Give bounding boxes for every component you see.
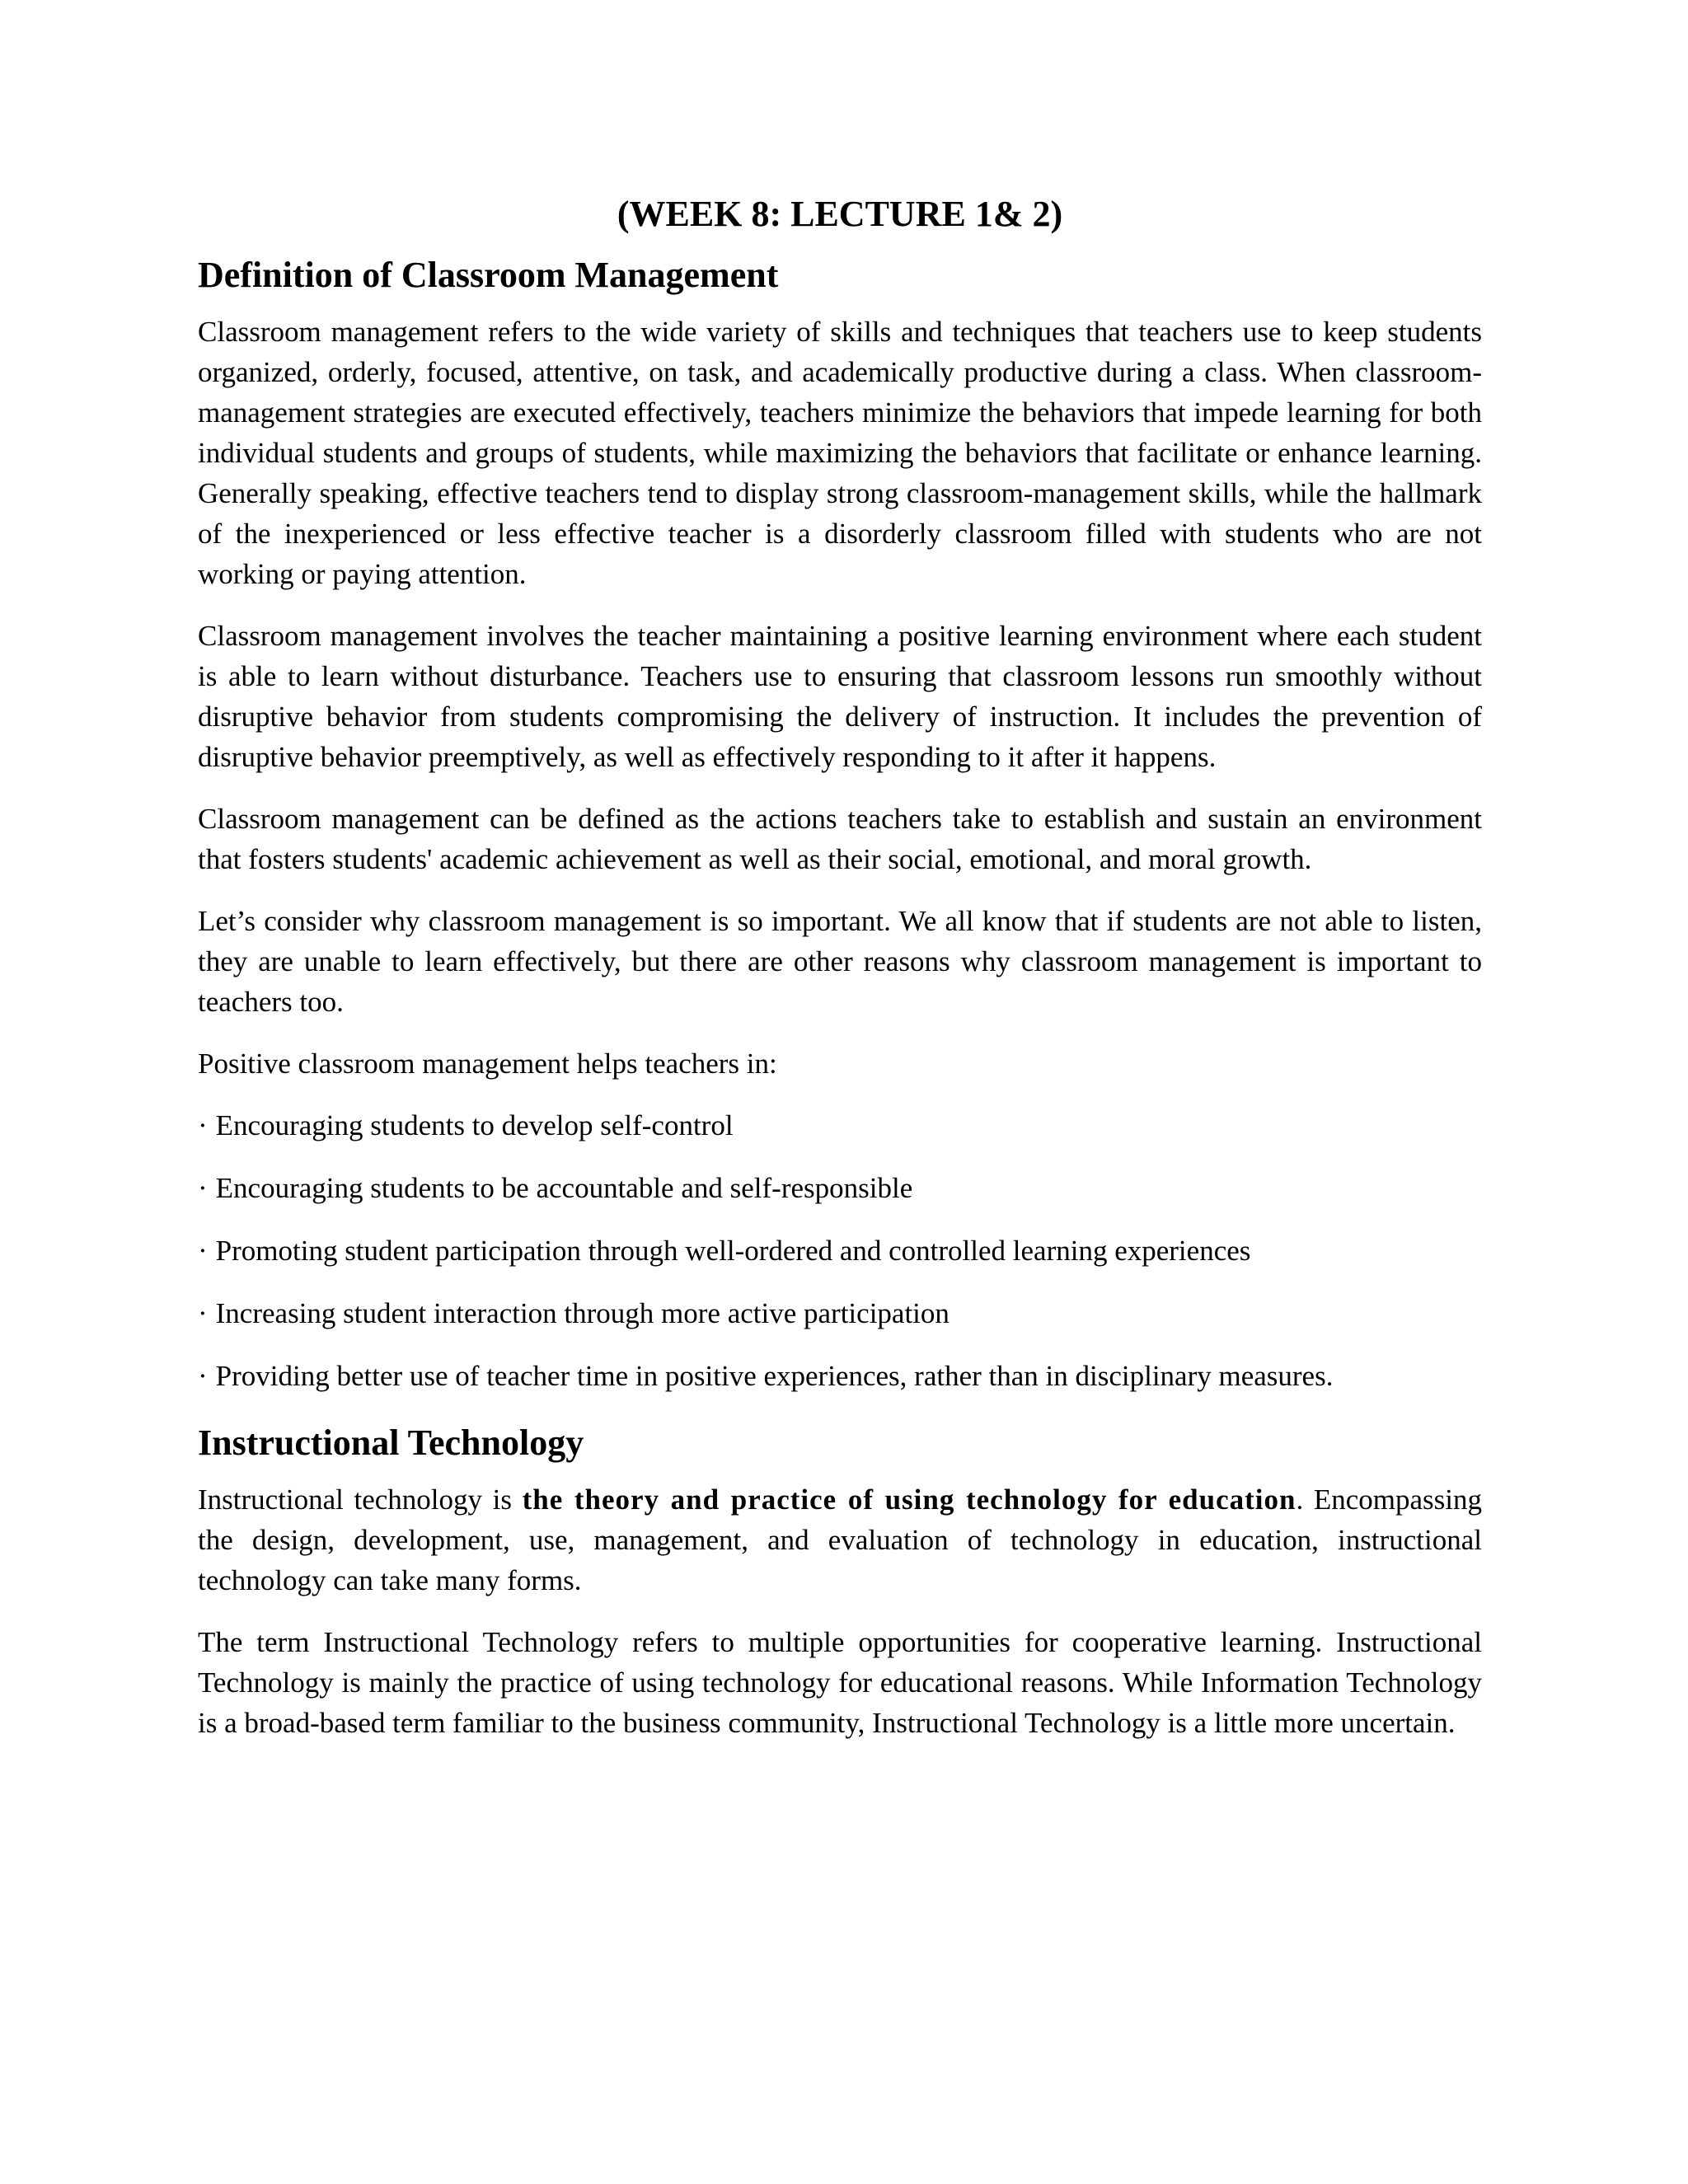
paragraph-lead-text: Instructional technology is <box>198 1483 523 1516</box>
list-item <box>198 1356 1482 1396</box>
paragraph-rest-text: . Encompassing the design, development, use, management, and evaluation of technology in education, instructional technology can take many forms. <box>198 1483 1483 1596</box>
paragraph-environment: Classroom management involves the teacher maintaining a positive learning environment where each student is able to learn without disturbance. Teachers use to ensuring that classroom lessons run smoothly without disruptive behavior from students compromising the delivery of instruction. It includes the prevention of disruptive behavior preemptively, as well as effectively responding to it after it happens. <box>198 620 1482 773</box>
bold-definition-text: the theory and practice of using technology for education <box>522 1483 1296 1516</box>
list-item <box>198 1230 1482 1271</box>
bullet-marker: · <box>198 1235 208 1267</box>
document-page <box>198 190 1482 1765</box>
list-item <box>198 1168 1482 1208</box>
paragraph-importance: Let’s consider why classroom management is so important. We all know that if students are not able to listen, they are unable to learn effectively, but there are other reasons why classroom management is important to teachers too. <box>198 905 1482 1018</box>
bullet-marker: · <box>198 1297 208 1329</box>
section-heading-classroom-management: Definition of Classroom Management <box>198 255 779 295</box>
list-item-text: Providing better use of teacher time in positive experiences, rather than in disciplinary measures. <box>215 1360 1334 1392</box>
list-item-text: Promoting student participation through well-ordered and controlled learning experiences <box>215 1235 1251 1267</box>
paragraph-instructional-definition <box>198 1479 1482 1601</box>
bullet-marker: · <box>198 1109 208 1141</box>
document-title: (WEEK 8: LECTURE 1& 2) <box>617 194 1063 234</box>
list-item-text: Encouraging students to develop self-control <box>215 1109 734 1141</box>
benefits-list <box>198 1105 1482 1396</box>
section-heading-instructional-technology: Instructional Technology <box>198 1422 584 1463</box>
bullet-marker: · <box>198 1172 208 1204</box>
bullet-marker: · <box>198 1360 208 1392</box>
paragraph-definition: Classroom management refers to the wide variety of skills and techniques that teachers use to keep students organized, orderly, focused, attentive, on task, and academically productive during a class. When classroom-management strategies are executed effectively, teachers minimize the behaviors that impede learning for both individual students and groups of students, while maximizing the behaviors that facilitate or enhance learning. Generally speaking, effective teachers tend to display strong classroom-management skills, while the hallmark of the inexperienced or less effective teacher is a disorderly classroom filled with students who are not working or paying attention. <box>198 316 1482 590</box>
paragraph-actions: Classroom management can be defined as the actions teachers take to establish and sustain an environment that fosters students' academic achievement as well as their social, emotional, and moral growth. <box>198 803 1482 875</box>
list-item <box>198 1293 1482 1333</box>
list-item-text: Encouraging students to be accountable and self-responsible <box>215 1172 913 1204</box>
list-item <box>198 1105 1482 1146</box>
paragraph-helps-intro: Positive classroom management helps teachers in: <box>198 1047 777 1080</box>
paragraph-instructional-term: The term Instructional Technology refers to multiple opportunities for cooperative learning. Instructional Technology is mainly the practice of using technology for educational reasons. While Information Technology is a broad-based term familiar to the business community, Instructional Technology is a little more uncertain. <box>198 1626 1482 1739</box>
list-item-text: Increasing student interaction through more active participation <box>215 1297 950 1329</box>
